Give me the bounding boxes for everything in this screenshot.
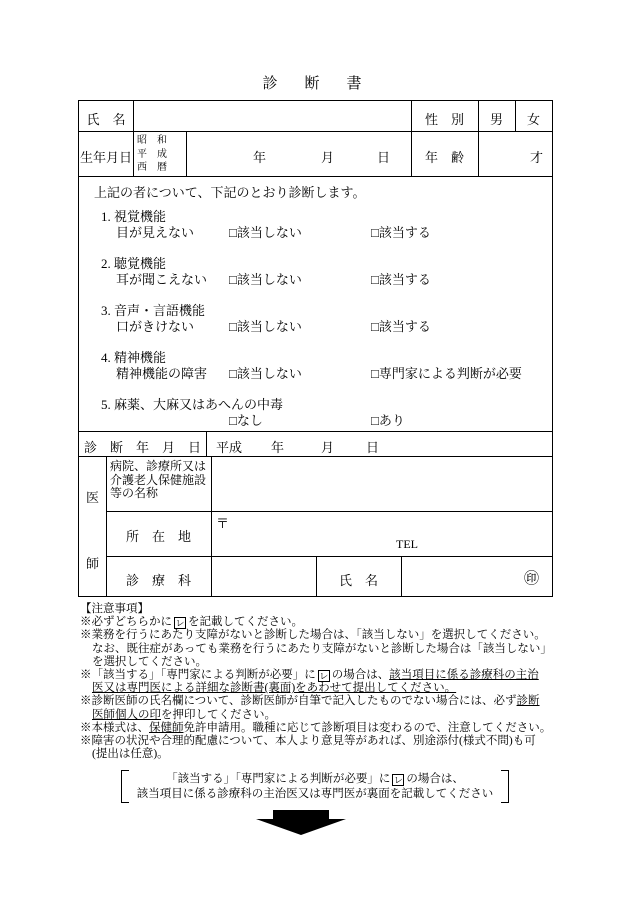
table-grid-line (79, 176, 552, 177)
era-seireki: 西 暦 (137, 162, 167, 173)
name-label: 氏 名 (86, 112, 126, 127)
note-text: ※必ずどちらかに (80, 616, 172, 629)
table-grid-line (186, 131, 187, 176)
diagnosis-year-label: 年 (271, 440, 285, 455)
item-1-label: 1. 視覚機能 (101, 209, 167, 224)
birth-month-label: 月 (321, 150, 335, 165)
hospital-name-label: 病院、診療所又は介護老人保健施設等の名称 (110, 459, 207, 500)
note-4-line-2 (80, 709, 580, 722)
item-5-label: 5. 麻薬、大麻又はあへんの中毒 (101, 397, 284, 412)
era-showa: 昭 和 (137, 135, 167, 146)
item-3-checkbox-option-2: □該当する (371, 319, 431, 334)
page-title: 診 断 書 (262, 76, 368, 92)
item-1-checkbox-option-1: □該当しない (229, 225, 302, 240)
table-grid-line (133, 101, 134, 176)
doctor-name-label: 氏 名 (338, 573, 378, 588)
note-text-underlined: 該当項目に係る診療科の主治 (389, 669, 539, 682)
table-grid-line (79, 431, 552, 432)
age-label: 年 齢 (424, 150, 464, 165)
item-2-sub: 耳が聞こえない (116, 272, 208, 287)
birthdate-label: 生年月日 (79, 150, 132, 165)
table-grid-line (106, 511, 552, 512)
table-grid-line (79, 131, 552, 132)
table-grid-line (106, 556, 552, 557)
down-arrow-icon (256, 810, 346, 835)
notes-header: 【注意事項】 (80, 603, 149, 615)
notes-section (80, 603, 580, 761)
down-arrow-stem (273, 810, 329, 819)
note-2-line-2: なお、既往症があっても業務を行うにあたり支障がないと診断した場合は「該当しない」 (92, 642, 552, 655)
postal-mark: 〒 (216, 516, 230, 531)
address-label: 所 在 地 (125, 529, 191, 544)
note-text-underlined: 医師個人の印 (92, 708, 161, 721)
item-4-sub: 精神機能の障害 (116, 366, 208, 381)
era-heisei: 平 成 (137, 148, 167, 160)
note-text-underlined: 医又は専門医による詳細な診断書(裏面)をあわせて提出してください。 (92, 682, 457, 695)
note-text: 免許申請用。職種に応じて診断項目は変わるので、注意してください。 (183, 721, 552, 734)
item-4-label: 4. 精神機能 (101, 350, 167, 365)
note-3-line-1 (80, 669, 580, 682)
item-2-checkbox-option-1: □該当しない (229, 272, 302, 287)
note-text: の場合は、 (331, 669, 390, 682)
table-grid-line (211, 456, 212, 596)
age-unit-label: 才 (529, 150, 543, 165)
seal-mark-icon: ㊞ (523, 571, 539, 587)
left-bracket (121, 770, 129, 803)
note-text-underlined: 診断 (516, 695, 540, 708)
bottom-note-line-2: 該当項目に係る診療科の主治医又は専門医が裏面を記載してください (136, 787, 494, 800)
diagnosis-era-label: 平成 (216, 440, 243, 455)
item-1-checkbox-option-2: □該当する (371, 225, 431, 240)
note-text: の場合は、 (406, 773, 464, 785)
check-mark-box-icon: レ (319, 671, 329, 682)
note-text: を押印してください。 (161, 708, 276, 721)
note-text: を記載してください。 (188, 616, 303, 629)
note-6-line-2: (提出は任意)。 (92, 748, 169, 761)
note-2-line-3: を選択してください。 (92, 655, 207, 668)
item-3-checkbox-option-1: □該当しない (229, 319, 302, 334)
item-2-checkbox-option-2: □該当する (371, 272, 431, 287)
item-4-checkbox-option-1: □該当しない (229, 366, 302, 381)
table-grid-line (79, 456, 552, 457)
item-4-checkbox-option-2: □専門家による判断が必要 (371, 366, 522, 381)
tel-label: TEL (396, 537, 418, 551)
bottom-bracket-note (0, 770, 630, 803)
table-grid-line (206, 431, 207, 456)
note-3-line-2 (80, 682, 580, 695)
note-text: ※診断医師の氏名欄について、診断医師が自筆で記入したものでない場合には、必ず (80, 695, 517, 708)
diagnosis-month-label: 月 (321, 440, 335, 455)
note-text: 「該当する」「専門家による判断が必要」に (166, 773, 391, 785)
item-2-label: 2. 聴覚機能 (101, 256, 167, 271)
note-5 (80, 722, 580, 735)
item-3-label: 3. 音声・言語機能 (101, 303, 206, 318)
right-bracket (501, 770, 509, 803)
note-text: ※本様式は、 (80, 721, 149, 734)
note-1 (80, 616, 580, 629)
note-text-underlined: 保健師 (149, 721, 184, 734)
sex-male-label: 男 (489, 112, 503, 127)
bottom-note-text (133, 770, 498, 803)
item-5-checkbox-option-2: □あり (371, 413, 405, 428)
department-label: 診 療 科 (125, 573, 191, 588)
doctor-vertical-label-1: 医 (85, 490, 99, 505)
bottom-note-line-1 (137, 772, 494, 787)
era-options (137, 134, 167, 175)
sex-label: 性 別 (424, 112, 464, 127)
diagnosis-intro: 上記の者について、下記のとおり診断します。 (94, 185, 366, 200)
diagnosis-date-label: 診 断 年 月 日 (83, 440, 201, 455)
sex-female-label: 女 (526, 112, 540, 127)
form-table (78, 100, 553, 597)
note-text: ※「該当する」「専門家による判断が必要」に (80, 669, 316, 682)
doctor-vertical-label-2: 師 (85, 556, 99, 571)
down-arrow-head (256, 819, 346, 835)
check-mark-box-icon: レ (175, 618, 185, 629)
item-5-checkbox-option-1: □なし (229, 413, 263, 428)
diagnosis-day-label: 日 (366, 440, 380, 455)
note-6-line-1: ※障害の状況や合理的配慮について、本人より意見等があれば、別途添付(様式不問)も可 (80, 735, 536, 748)
note-2-line-1: ※業務を行うにあたり支障がないと診断した場合は、「該当しない」を選択してください。 (80, 629, 546, 642)
item-3-sub: 口がきけない (116, 319, 195, 334)
item-1-sub: 目が見えない (116, 225, 195, 240)
birth-day-label: 日 (377, 150, 391, 165)
check-mark-box-icon: レ (393, 775, 403, 785)
birth-year-label: 年 (253, 150, 267, 165)
note-4-line-1 (80, 695, 580, 708)
